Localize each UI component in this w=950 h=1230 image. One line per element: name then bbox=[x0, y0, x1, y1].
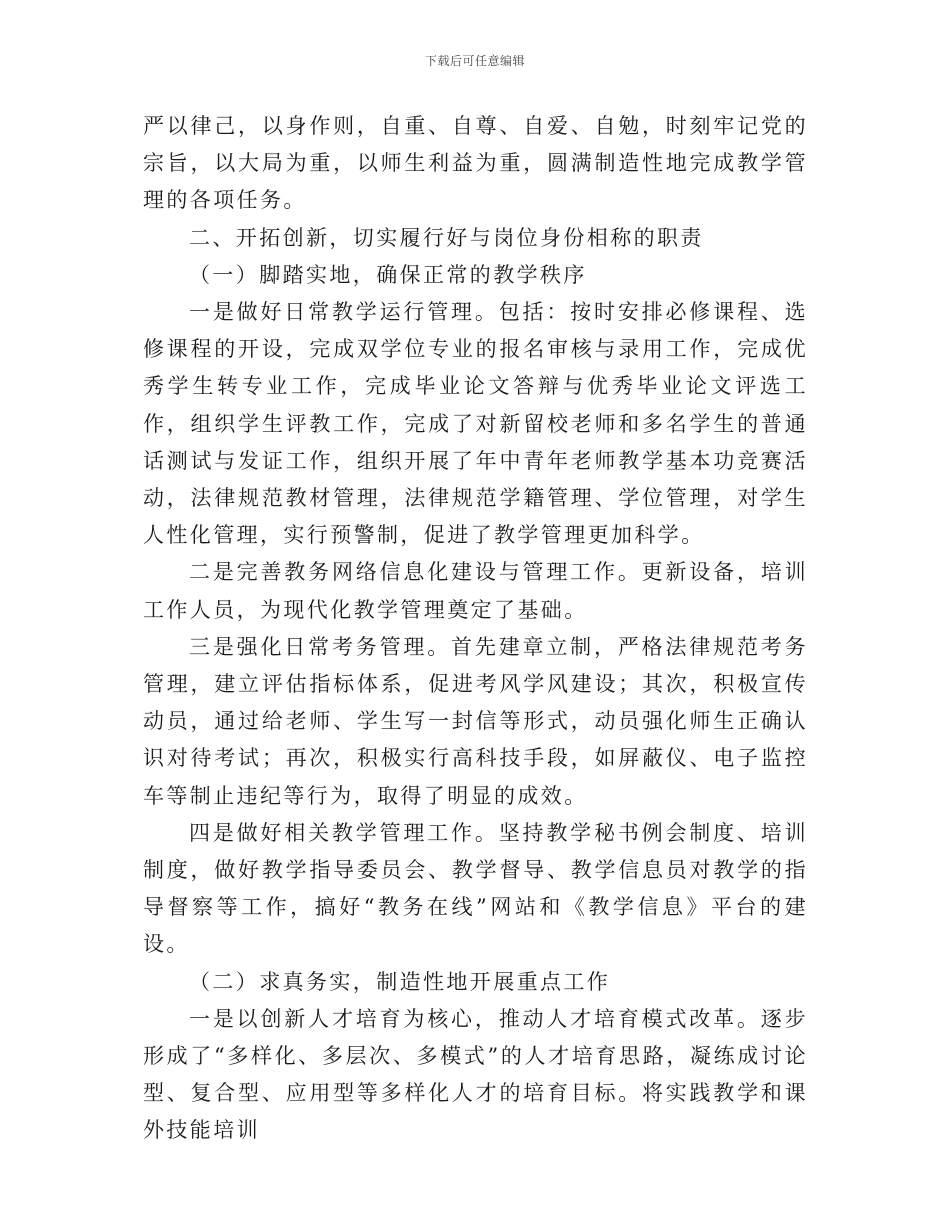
section-heading-2: 二、开拓创新，切实履行好与岗位身份相称的职责 bbox=[189, 225, 704, 250]
document-body bbox=[143, 108, 808, 1150]
paragraph-exam-management: 三是强化日常考务管理。首先建章立制，严格法律规范考务管理，建立评估指标体系，促进考风学风建设；其次，积极宣传动员，通过给老师、学生写一封信等形式，动员强化师生正确认识对待考试；再次，积极实行高科技手段，如屏蔽仪、电子监控车等制止违纪等行为，取得了明显的成效。 bbox=[143, 634, 808, 808]
paragraph-continuation: 严以律己，以身作则，自重、自尊、自爱、自勉，时刻牢记党的宗旨，以大局为重，以师生利益为重，圆满制造性地完成教学管理的各项任务。 bbox=[143, 114, 808, 213]
subsection-heading-1: （一）脚踏实地，确保正常的教学秩序 bbox=[189, 262, 587, 287]
paragraph-talent-cultivation: 一是以创新人才培育为核心，推动人才培育模式改革。逐步形成了“多样化、多层次、多模式”的人才培育思路，凝练成讨论型、复合型、应用型等多样化人才的培育目标。将实践教学和课外技能培训 bbox=[143, 1006, 808, 1143]
paragraph-network-info: 二是完善教务网络信息化建设与管理工作。更新设备，培训工作人员，为现代化教学管理奠定了基础。 bbox=[143, 560, 808, 622]
subsection-heading-2: （二）求真务实，制造性地开展重点工作 bbox=[189, 969, 611, 994]
page-header: 下载后可任意编辑 bbox=[424, 54, 525, 68]
paragraph-related-management: 四是做好相关教学管理工作。坚持教学秘书例会制度、培训制度，做好教学指导委员会、教学督导、教学信息员对教学的指导督察等工作，搞好“教务在线”网站和《教学信息》平台的建设。 bbox=[143, 820, 808, 957]
paragraph-teaching-operations: 一是做好日常教学运行管理。包括：按时安排必修课程、选修课程的开设，完成双学位专业的报名审核与录用工作，完成优秀学生转专业工作，完成毕业论文答辩与优秀毕业论文评选工作，组织学生评教工作，完成了对新留校老师和多名学生的普通话测试与发证工作，组织开展了年中青年老师教学基本功竞赛活动，法律规范教材管理，法律规范学籍管理、学位管理，对学生人性化管理，实行预警制，促进了教学管理更加科学。 bbox=[143, 300, 808, 548]
